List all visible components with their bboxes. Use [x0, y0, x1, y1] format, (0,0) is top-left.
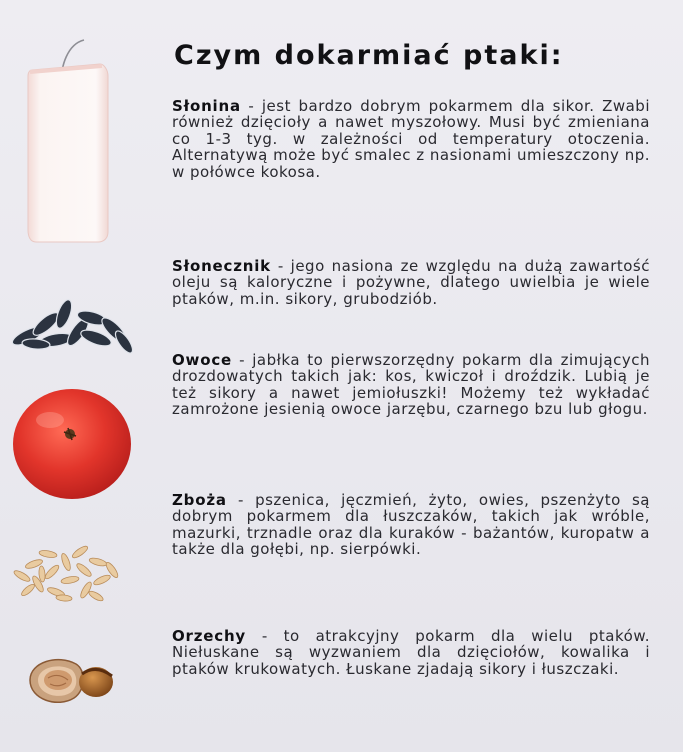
sunflower-seeds-icon	[6, 292, 136, 356]
section-owoce	[172, 352, 650, 418]
section-text: - to atrakcyjny pokarm dla wielu ptaków. Niełuskane są wyzwaniem dla dzięciołów, kowalika i ptaków krukowatych. Łuskane zjadają sikory i łuszczaki.	[172, 627, 650, 678]
section-text: - jego nasiona ze względu na dużą zawartość oleju są kaloryczne i pożywne, dlatego uwielbia je wiele ptaków, m.in. sikory, grubodziób.	[172, 257, 650, 308]
section-heading: Słonecznik	[172, 257, 271, 275]
section-text: - jabłka to pierwszorzędny pokarm dla zimujących drozdowatych takich jak: kos, kwiczoł i droździk. Lubią je też sikory a nawet jemiołuszki! Możemy też wykładać zamrożone jesienią owoce jarzębu, czarnego bzu lub głogu.	[172, 351, 650, 419]
section-zboza	[172, 492, 650, 558]
section-slonina	[172, 98, 650, 180]
section-heading: Owoce	[172, 351, 232, 369]
section-heading: Zboża	[172, 491, 227, 509]
section-heading: Słonina	[172, 97, 241, 115]
section-slonecznik	[172, 258, 650, 307]
section-text: - jest bardzo dobrym pokarmem dla sikor. Zwabi również dzięcioły a nawet myszołowy. Musi być zmieniana co 1-3 tyg. w zależności od temperatury otoczenia. Alternatywą może być smalec z nasionami umieszczony np. w połówce kokosa.	[172, 97, 650, 181]
section-orzechy	[172, 628, 650, 677]
nuts-icon	[24, 650, 118, 710]
section-text: - pszenica, jęczmień, żyto, owies, pszenżyto są dobrym pokarmem dla łuszczaków, takich jak wróble, mazurki, trznadle oraz dla kuraków - bażantów, kuropatw a także dla gołębi, np. sierpówki.	[172, 491, 650, 559]
grain-icon	[8, 540, 124, 604]
page-title: Czym dokarmiać ptaki:	[174, 40, 564, 71]
section-heading: Orzechy	[172, 627, 247, 645]
apple-icon	[10, 386, 134, 502]
lard-icon	[22, 36, 114, 246]
